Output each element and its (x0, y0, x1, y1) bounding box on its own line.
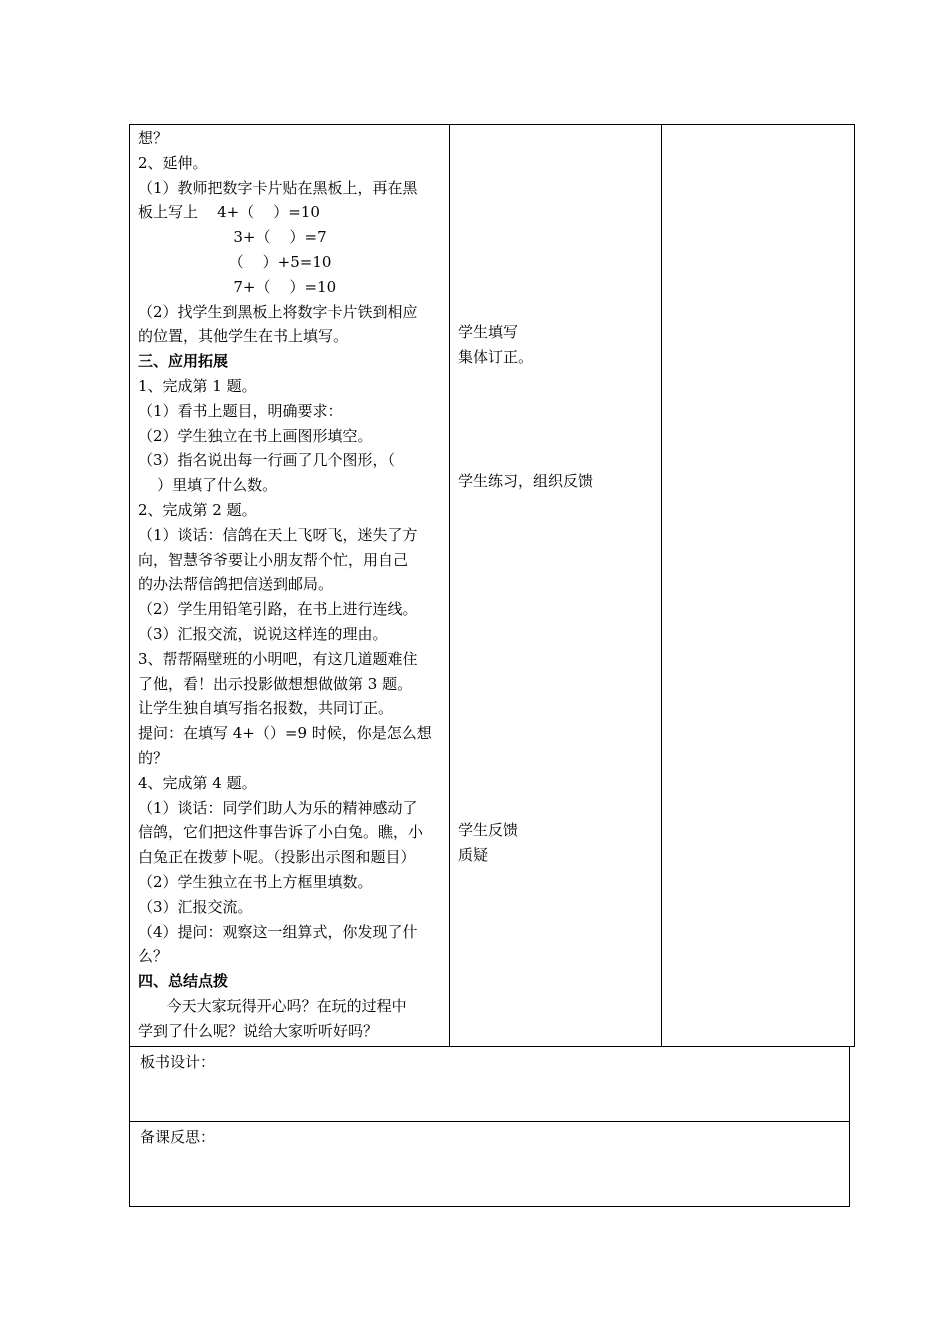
text-line: 么？ (138, 947, 169, 966)
text-line: （1）谈话：信鸽在天上飞呀飞，迷失了方 (138, 525, 418, 544)
text-line: 7+（ ）=10 (138, 277, 337, 296)
text-line: ）里填了什么数。 (138, 476, 278, 495)
text-line: 提问：在填写 4+（）=9 时候，你是怎么想 (138, 724, 432, 743)
text-line: （4）提问：观察这一组算式，你发现了什 (138, 922, 418, 941)
text-line: （2）找学生到黑板上将数字卡片铁到相应 (138, 302, 418, 321)
text-line: （1）教师把数字卡片贴在黑板上，再在黑 (138, 178, 418, 197)
activity-note-1 (458, 320, 533, 370)
activity-note-2 (458, 469, 593, 494)
text-line: （3）汇报交流，说说这样连的理由。 (138, 624, 388, 643)
text-line: 的？ (138, 748, 169, 767)
section-heading: 四、总结点拨 (138, 972, 229, 991)
text-line: （3）汇报交流。 (138, 897, 253, 916)
activity-line: 学生反馈 (458, 821, 519, 839)
text-line: 想？ (138, 129, 169, 147)
text-line: （ ）+5=10 (138, 252, 332, 271)
activity-line: 质疑 (458, 845, 489, 864)
board-design-box (129, 1046, 850, 1122)
column-divider-2 (661, 125, 662, 1046)
text-line: 向，智慧爷爷要让小朋友帮个忙，用自己 (138, 550, 409, 569)
section-heading: 三、应用拓展 (138, 352, 229, 371)
text-line: 今天大家玩得开心吗？在玩的过程中 (138, 996, 407, 1015)
text-line: 的位置，其他学生在书上填写。 (138, 327, 349, 346)
activity-line: 集体订正。 (458, 347, 534, 366)
text-line: （2）学生用铅笔引路，在书上进行连线。 (138, 600, 418, 619)
text-line: 信鸽，它们把这件事告诉了小白兔。瞧，小 (138, 823, 424, 842)
text-line: 4、完成第 4 题。 (138, 773, 257, 792)
text-line: 让学生独自填写指名报数，共同订正。 (138, 699, 394, 718)
text-line: 学到了什么呢？说给大家听听好吗？ (138, 1021, 379, 1040)
text-line: 3+（ ）=7 (138, 228, 327, 247)
text-line: 1、完成第 1 题。 (138, 376, 257, 395)
text-line: 了他，看！出示投影做想想做做第 3 题。 (138, 674, 413, 693)
activity-note-3 (458, 818, 518, 868)
text-line: 3、帮帮隔壁班的小明吧，有这几道题难住 (138, 649, 418, 668)
text-line: （3）指名说出每一行画了几个图形，（ (138, 451, 396, 470)
text-line: （1）谈话：同学们助人为乐的精神感动了 (138, 798, 418, 817)
teaching-process-column (130, 125, 448, 1043)
text-line: 2、延伸。 (138, 153, 208, 172)
activity-line: 学生练习，组织反馈 (458, 472, 594, 490)
activity-line: 学生填写 (458, 323, 519, 341)
text-line: 2、完成第 2 题。 (138, 500, 257, 519)
lesson-table (129, 124, 855, 1047)
reflection-label: 备课反思： (140, 1128, 216, 1146)
text-line: （2）学生独立在书上方框里填数。 (138, 872, 373, 891)
text-line: 板上写上 4+（ ）=10 (138, 203, 320, 222)
student-activity-column (450, 125, 660, 1046)
text-line: 白兔正在拨萝卜呢。（投影出示图和题目） (138, 848, 416, 867)
text-line: 的办法帮信鸽把信送到邮局。 (138, 575, 334, 594)
text-line: （1）看书上题目，明确要求： (138, 401, 343, 420)
text-line: （2）学生独立在书上画图形填空。 (138, 426, 373, 445)
reflection-box (129, 1121, 850, 1207)
board-design-label: 板书设计： (140, 1053, 216, 1071)
